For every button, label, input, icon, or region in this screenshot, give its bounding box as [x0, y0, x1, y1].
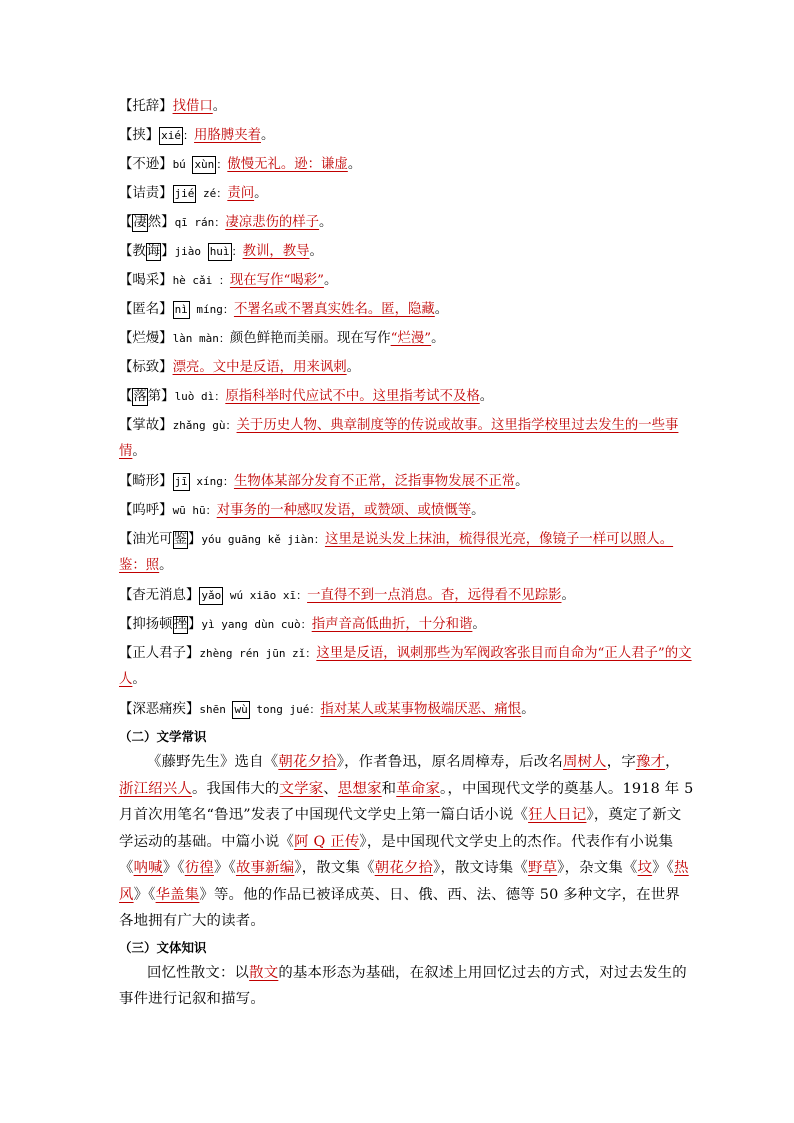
vocab-entry — [119, 467, 694, 496]
vocab-tail: 。 — [159, 558, 173, 573]
vocab-word-boxed-char: 挫 — [173, 617, 187, 632]
vocab-word: 【掌故】 — [119, 418, 173, 433]
document-body — [119, 92, 694, 1013]
vocab-pinyin: ： — [216, 158, 228, 171]
vocab-tail: 。 — [431, 331, 445, 346]
vocab-pinyin: luò dì： — [174, 390, 226, 403]
vocab-pinyin: zhǎng gù： — [172, 419, 237, 432]
vocab-entry — [119, 581, 694, 610]
vocab-pinyin: wū hū： — [172, 504, 217, 517]
vocab-definition: 一直得不到一点消息。杳，远得看不见踪影 — [307, 588, 562, 603]
vocab-definition: 对事务的一种感叹发语，或赞颂、或愤慨等 — [216, 503, 472, 518]
vocab-pinyin: làn màn： — [172, 332, 230, 345]
vocab-pinyin-boxed: huì — [208, 243, 232, 261]
vocab-tail: 。 — [347, 157, 362, 172]
vocab-definition: 不署名或不署真实姓名。匿，隐藏 — [233, 302, 435, 317]
vocab-tail: 。 — [346, 360, 361, 375]
vocab-tail: 。 — [254, 186, 268, 201]
vocab-pinyin: bú — [172, 158, 193, 171]
vocab-definition: 这里是说头发上抹油，梳得很光亮，像镜子一样可以照人。鉴：照 — [119, 532, 674, 573]
vocab-definition: 找借口 — [172, 99, 213, 114]
vocab-tail: 。 — [212, 99, 227, 114]
vocab-pinyin-boxed: wù — [232, 701, 249, 719]
vocab-word-boxed-char: 落 — [133, 389, 147, 404]
vocab-word: 【喝采】 — [119, 273, 173, 288]
vocab-word: 【 — [119, 215, 133, 230]
vocab-entry — [119, 121, 694, 150]
vocab-tail: 。 — [479, 389, 494, 404]
vocab-definition: 指对某人或某事物极端厌恶、痛恨 — [320, 702, 522, 717]
vocab-word: 【匿名】 — [119, 302, 173, 317]
vocab-word: 【正人君子】 — [119, 646, 200, 661]
vocab-tail: 。 — [132, 672, 146, 687]
vocab-tail: 。 — [471, 503, 485, 518]
literature-paragraph: 《藤野先生》选自《朝花夕拾》，作者鲁迅，原名周樟寿，后改名周树人，字豫才，浙江绍兴人。我国伟大的文学家、思想家和革命家。，中国现代文学的奠基人。1918 年 5 月首次用笔名“鲁迅”发表了中国现代文学史上第一篇白话小说《狂人日记》，奠定了新文学运动的基础。中篇小说《阿 Q 正传》，是中国现代文学史上的杰作。代表作有小说集《呐喊》《彷徨》《故事新编》，散文集《朝花夕拾》，散文诗集《野草》，杂文集《坟》《热风》《华盖集》等。他的作品已被译成英、日、俄、西、法、德等 50 多种文字，在世界各地拥有广大的读者。 — [119, 754, 694, 929]
vocab-definition-plain: 颜色鲜艳而美丽。现在写作 — [229, 331, 391, 346]
vocab-definition: 教训，教导 — [242, 244, 310, 259]
vocab-definition: 责问 — [227, 186, 255, 201]
vocabulary-list — [119, 92, 694, 724]
vocab-entry — [119, 208, 694, 237]
vocab-pinyin-boxed: yǎo — [199, 587, 223, 605]
vocab-pinyin: hè cǎi ： — [172, 274, 230, 287]
vocab-word: 】 — [187, 617, 202, 632]
vocab-word: 【抑扬顿 — [119, 617, 173, 632]
vocab-word: 【畸形】 — [119, 474, 173, 489]
vocab-pinyin: yì yang dùn cuò： — [201, 618, 312, 631]
vocab-pinyin: qī rán： — [174, 216, 226, 229]
vocab-pinyin: zhèng rén jūn zǐ： — [199, 647, 317, 660]
vocab-entry — [119, 324, 694, 353]
vocab-definition: 生物体某部分发育不正常，泛指事物发展不正常 — [233, 474, 516, 489]
vocab-tail: 。 — [319, 215, 333, 230]
vocab-word: 然】 — [147, 215, 175, 230]
vocab-word-boxed-char: 诲 — [146, 244, 161, 259]
vocab-entry — [119, 695, 694, 724]
vocab-pinyin-boxed: xié — [159, 127, 183, 145]
vocab-definition: 原指科举时代应试不中。这里指考试不及格 — [225, 389, 480, 404]
vocab-definition: 现在写作“喝彩” — [229, 273, 324, 288]
genre-paragraph: 回忆性散文：以散文的基本形态为基础，在叙述上用回忆过去的方式，对过去发生的事件进行记叙和描写。 — [119, 964, 687, 1007]
vocab-entry — [119, 382, 694, 411]
vocab-word: 【挟】 — [119, 128, 160, 143]
vocab-definition: “烂漫” — [390, 331, 432, 346]
vocab-pinyin: wú xiāo xī： — [223, 589, 308, 602]
vocab-word-boxed-char: 鉴 — [173, 532, 187, 547]
vocab-pinyin: shēn — [199, 703, 233, 716]
vocab-tail: 。 — [132, 444, 146, 459]
vocab-pinyin: zé： — [196, 187, 228, 200]
vocab-pinyin: míng： — [189, 303, 234, 316]
section-heading-genre: （三）文体知识 — [119, 939, 207, 955]
vocab-pinyin-boxed: jié — [173, 185, 197, 203]
vocab-word-boxed-char: 凄 — [133, 215, 147, 230]
vocab-pinyin: xíng： — [189, 475, 234, 488]
vocab-word: 】 — [187, 532, 202, 547]
vocab-definition: 这里是反语，讽刺那些为军阀政客张目而自命为“正人君子”的文人 — [119, 646, 692, 687]
vocab-entry — [119, 610, 694, 639]
vocab-word: 【杳无消息】 — [119, 588, 200, 603]
vocab-entry — [119, 150, 694, 179]
vocab-pinyin: yóu guāng kě jiàn： — [201, 533, 325, 546]
vocab-pinyin: tong jué： — [249, 703, 321, 716]
vocab-pinyin-boxed: xùn — [192, 156, 216, 174]
vocab-word: 【教 — [119, 244, 146, 259]
vocab-entry — [119, 295, 694, 324]
vocab-word: 【标致】 — [119, 360, 173, 375]
vocab-word: 【呜呼】 — [119, 503, 173, 518]
vocab-entry — [119, 525, 694, 581]
vocab-definition: 指声音高低曲折，十分和谐 — [311, 617, 473, 632]
vocab-definition: 傲慢无礼。逊：谦虚 — [227, 157, 348, 172]
vocab-definition: 漂亮。文中是反语，用来讽刺 — [172, 360, 347, 375]
vocab-entry — [119, 353, 694, 382]
vocab-word: 第】 — [147, 389, 175, 404]
vocab-definition: 关于历史人物、典章制度等的传说或故事。这里指学校里过去发生的一些事情 — [119, 418, 679, 459]
vocab-tail: 。 — [515, 474, 529, 489]
vocab-word: 【烂熳】 — [119, 331, 173, 346]
vocab-word: 【不逊】 — [119, 157, 173, 172]
vocab-entry — [119, 92, 694, 121]
section-heading-literature: （二）文学常识 — [119, 729, 207, 744]
vocab-word: 【诘责】 — [119, 186, 173, 201]
vocab-entry — [119, 411, 694, 467]
vocab-tail: 。 — [261, 128, 275, 143]
vocab-definition: 凄凉悲伤的样子 — [225, 215, 320, 230]
vocab-entry — [119, 266, 694, 295]
vocab-entry — [119, 179, 694, 208]
vocab-entry — [119, 639, 694, 695]
vocab-tail: 。 — [561, 588, 575, 603]
vocab-pinyin: ： — [231, 245, 243, 258]
vocab-pinyin: jiào — [174, 245, 208, 258]
vocab-word: 【托辞】 — [119, 99, 173, 114]
vocab-word: 】 — [161, 244, 175, 259]
vocab-word: 【 — [119, 389, 133, 404]
vocab-entry — [119, 237, 694, 266]
vocab-word: 【油光可 — [119, 532, 173, 547]
vocab-tail: 。 — [472, 617, 486, 632]
vocab-tail: 。 — [309, 244, 323, 259]
vocab-entry — [119, 496, 694, 525]
vocab-pinyin-boxed: nì — [173, 301, 190, 319]
vocab-tail: 。 — [434, 302, 449, 317]
vocab-tail: 。 — [323, 273, 338, 288]
vocab-word: 【深恶痛疾】 — [119, 702, 200, 717]
vocab-pinyin: ： — [183, 129, 195, 142]
vocab-pinyin-boxed: jī — [173, 473, 190, 491]
vocab-definition: 用胳膊夹着 — [194, 128, 261, 143]
vocab-tail: 。 — [521, 702, 535, 717]
